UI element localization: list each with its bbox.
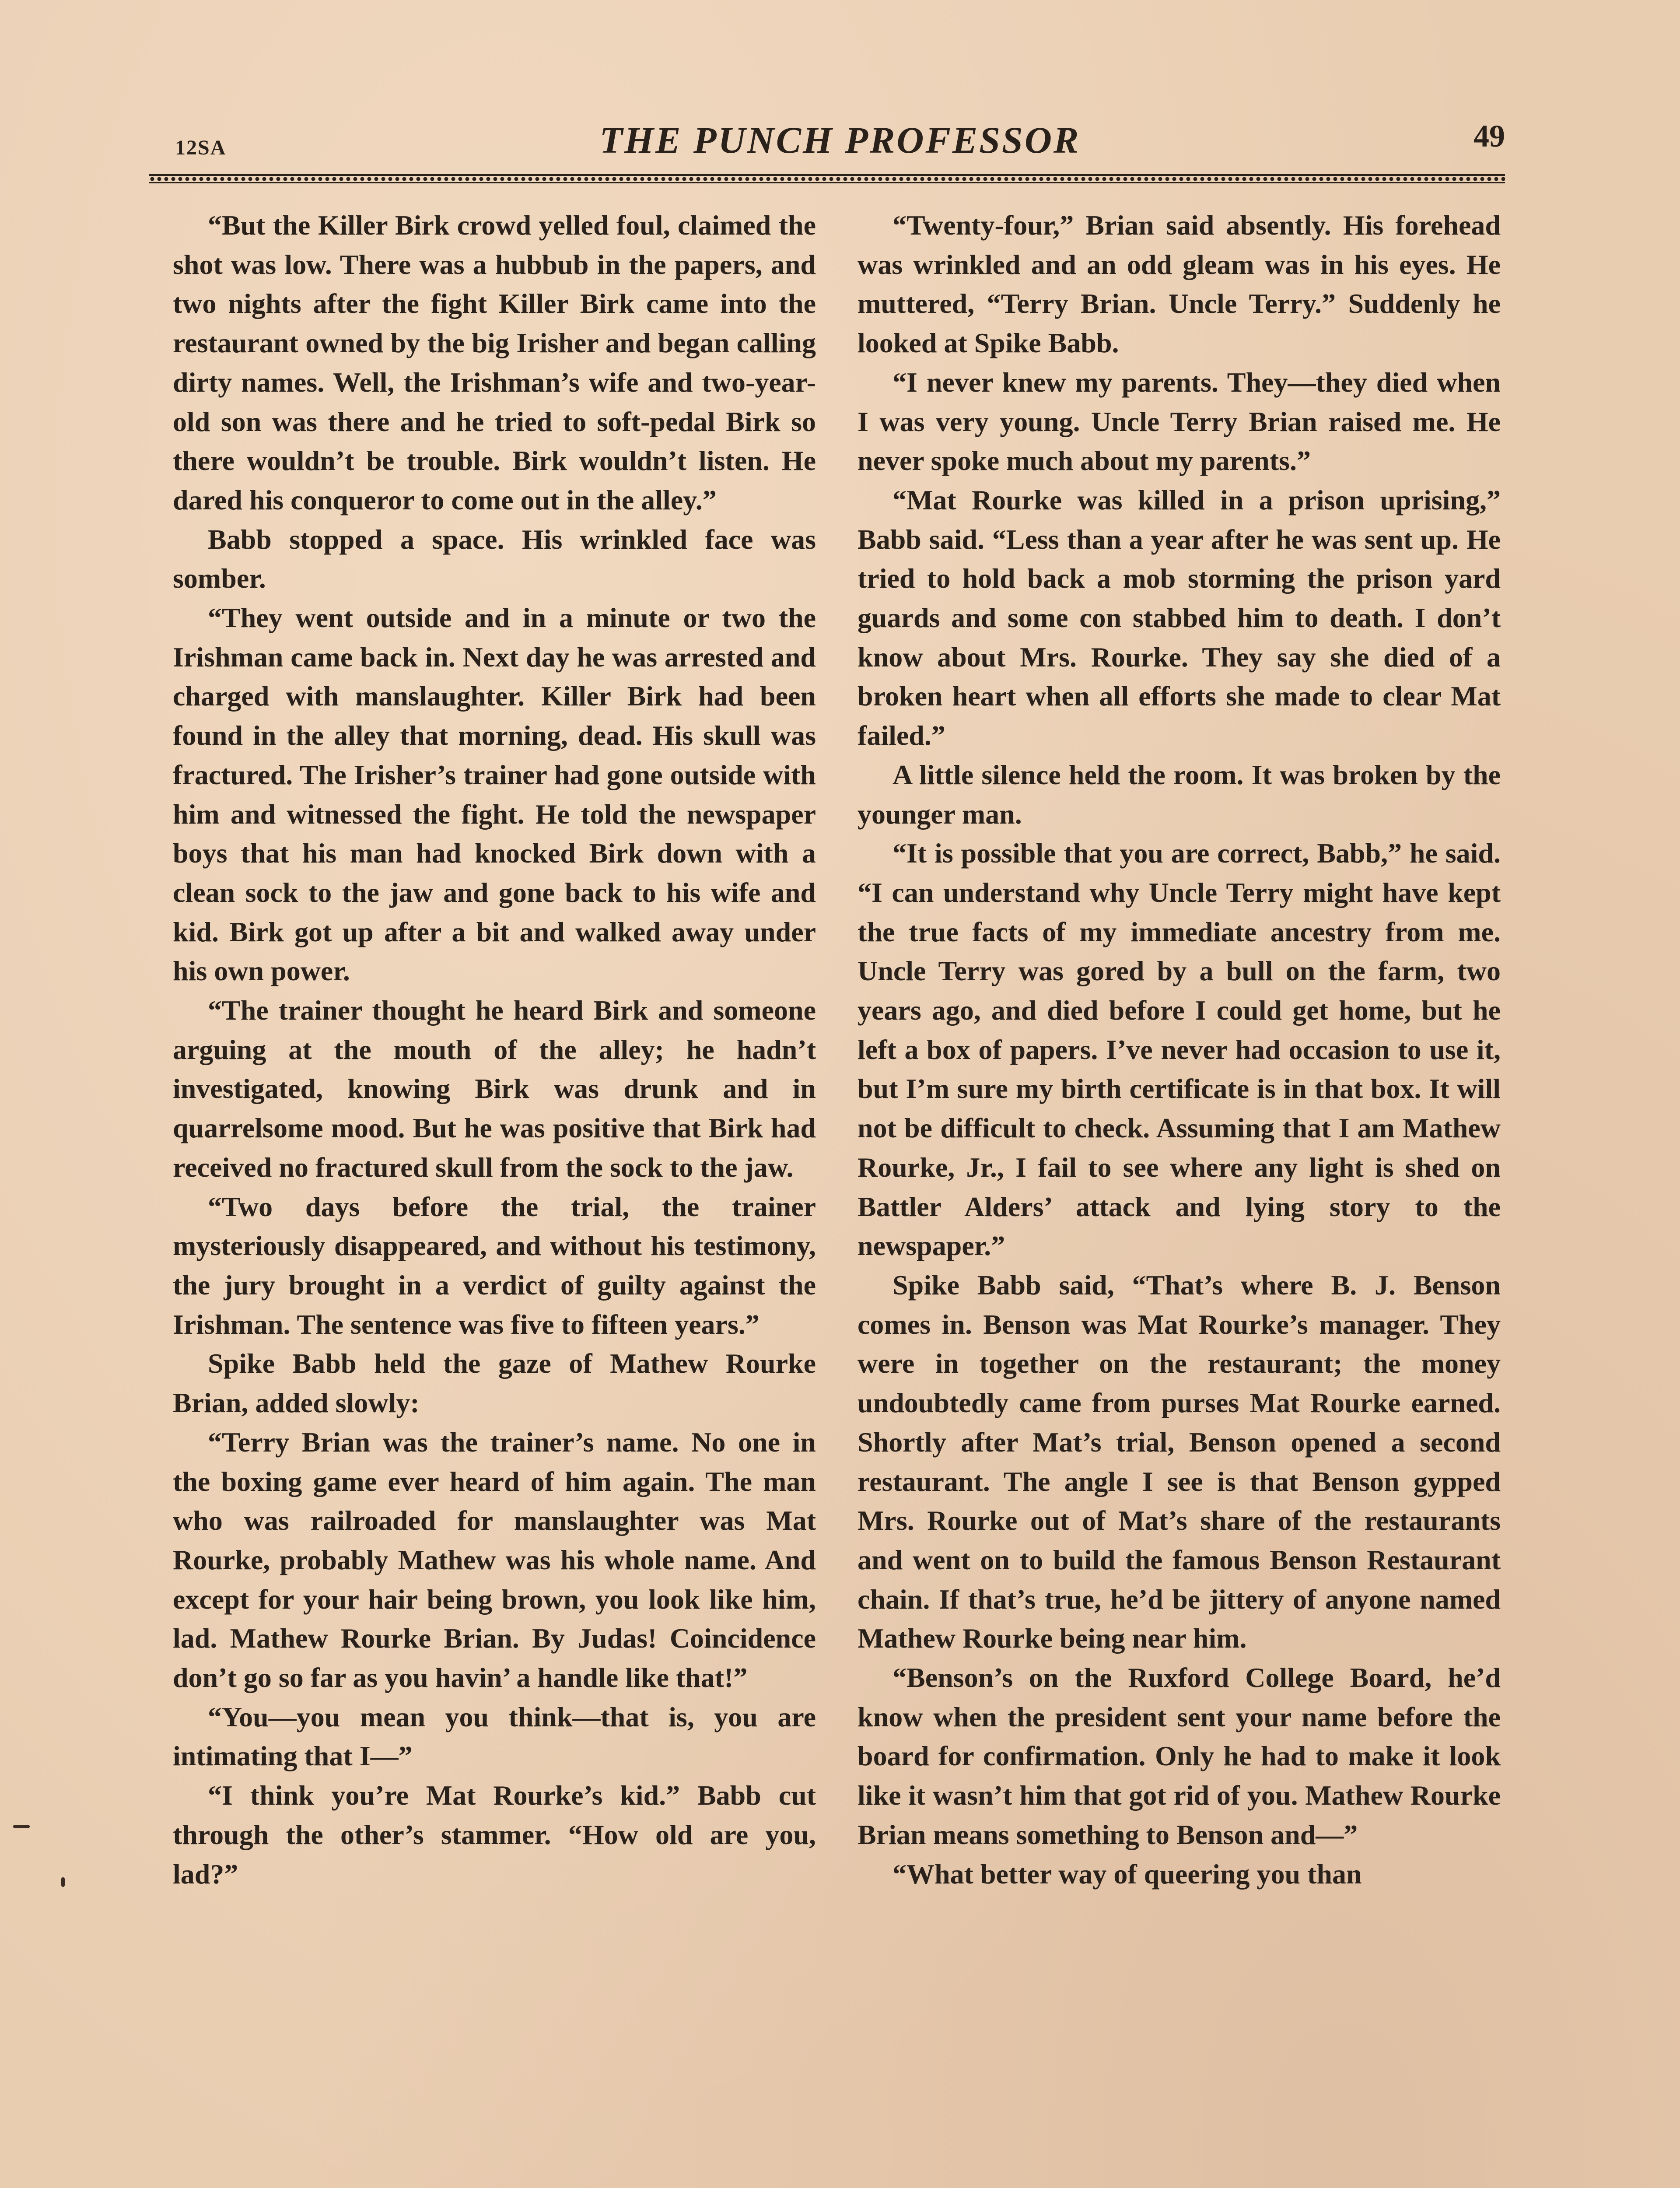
left-column (173, 206, 816, 1893)
paragraph: “But the Killer Birk crowd yelled foul, claimed the shot was low. There was a hubbub in the papers, and two nights after the fight Killer Birk came into the restaurant owned by the big Irisher and began calling dirty names. Well, the Irishman’s wife and two-year-old son was there and he tried to soft-pedal Birk so there wouldn’t be trouble. Birk wouldn’t listen. He dared his conqueror to come out in the alley.” (173, 210, 816, 515)
paragraph: “Twenty-four,” Brian said absently. His forehead was wrinkled and an odd gleam was in his eyes. He muttered, “Terry Brian. Uncle Terry.” Suddenly he looked at Spike Babb. (858, 210, 1501, 359)
ink-speck (13, 1825, 30, 1828)
paragraph: Spike Babb said, “That’s where B. J. Benson comes in. Benson was Mat Rourke’s manager. They were in together on the restaurant; the money undoubtedly came from purses Mat Rourke earned. Shortly after Mat’s trial, Benson opened a second restaurant. The angle I see is that Benson gypped Mrs. Rourke out of Mat’s share of the restaurants and went on to build the famous Benson Restaurant chain. If that’s true, he’d be jittery of anyone named Mathew Rourke being near him. (858, 1269, 1501, 1654)
paragraph: “What better way of queering you than (892, 1858, 1362, 1890)
ornamental-rule (149, 174, 1505, 183)
page-header (175, 118, 1505, 166)
paragraph: “I never knew my parents. They—they died when I was very young. Uncle Terry Brian raised me. He never spoke much about my parents.” (858, 366, 1501, 477)
paragraph: “Mat Rourke was killed in a prison uprising,” Babb said. “Less than a year after he was sent up. He tried to hold back a mob storming the prison yard guards and some con stabbed him to death. I don’t know about Mrs. Rourke. They say she died of a broken heart when all efforts she made to clear Mat failed.” (858, 484, 1501, 751)
paragraph: “You—you mean you think—that is, you are intimating that I—” (173, 1701, 816, 1772)
paragraph: “They went outside and in a minute or two the Irishman came back in. Next day he was arrested and charged with manslaughter. Killer Birk had been found in the alley that morning, dead. His skull was fractured. The Irisher’s trainer had gone outside with him and witnessed the fight. He told the newspaper boys that his man had knocked Birk down with a clean sock to the jaw and gone back to his wife and kid. Birk got up after a bit and walked away under his own power. (173, 602, 816, 987)
right-column (858, 206, 1501, 1893)
paragraph: “The trainer thought he heard Birk and someone arguing at the mouth of the alley; he hadn’t investigated, knowing Birk was drunk and in quarrelsome mood. But he was positive that Birk had received no fractured skull from the sock to the jaw. (173, 995, 816, 1183)
paragraph: “Benson’s on the Ruxford College Board, he’d know when the president sent your name before the board for confirmation. Only he had to make it look like it wasn’t him that got rid of you. Mathew Rourke Brian means something to Benson and—” (858, 1662, 1501, 1850)
paragraph: “Two days before the trial, the trainer mysteriously disappeared, and without his testimony, the jury brought in a verdict of guilty against the Irishman. The sentence was five to fifteen years.” (173, 1191, 816, 1340)
folio-label: 12SA (175, 136, 227, 159)
paragraph: “It is possible that you are correct, Babb,” he said. “I can understand why Uncle Terry might have kept the true facts of my immediate ancestry from me. Uncle Terry was gored by a bull on the farm, two years ago, and died before I could get home, but he left a box of papers. I’ve never had occasion to use it, but I’m sure my birth certificate is in that box. It will not be difficult to check. Assuming that I am Mathew Rourke, Jr., I fail to see where any light is shed on Battler Alders’ attack and lying story to the newspaper.” (858, 838, 1501, 1262)
paragraph: “Terry Brian was the trainer’s name. No one in the boxing game ever heard of him again. The man who was railroaded for manslaughter was Mat Rourke, probably Mathew was his whole name. And except for your hair being brown, you look like him, lad. Mathew Rourke Brian. By Judas! Coincidence don’t go so far as you havin’ a handle like that!” (173, 1426, 816, 1694)
ink-speck (61, 1877, 65, 1887)
paragraph: “I think you’re Mat Rourke’s kid.” Babb cut through the other’s stammer. “How old are you, lad?” (173, 1780, 816, 1890)
page-number: 49 (1474, 119, 1505, 154)
paragraph: Spike Babb held the gaze of Mathew Rourke Brian, added slowly: (173, 1348, 816, 1419)
running-title: THE PUNCH PROFESSOR (599, 119, 1081, 161)
paragraph: Babb stopped a space. His wrinkled face was somber. (173, 523, 816, 594)
paragraph: A little silence held the room. It was broken by the younger man. (858, 759, 1501, 830)
